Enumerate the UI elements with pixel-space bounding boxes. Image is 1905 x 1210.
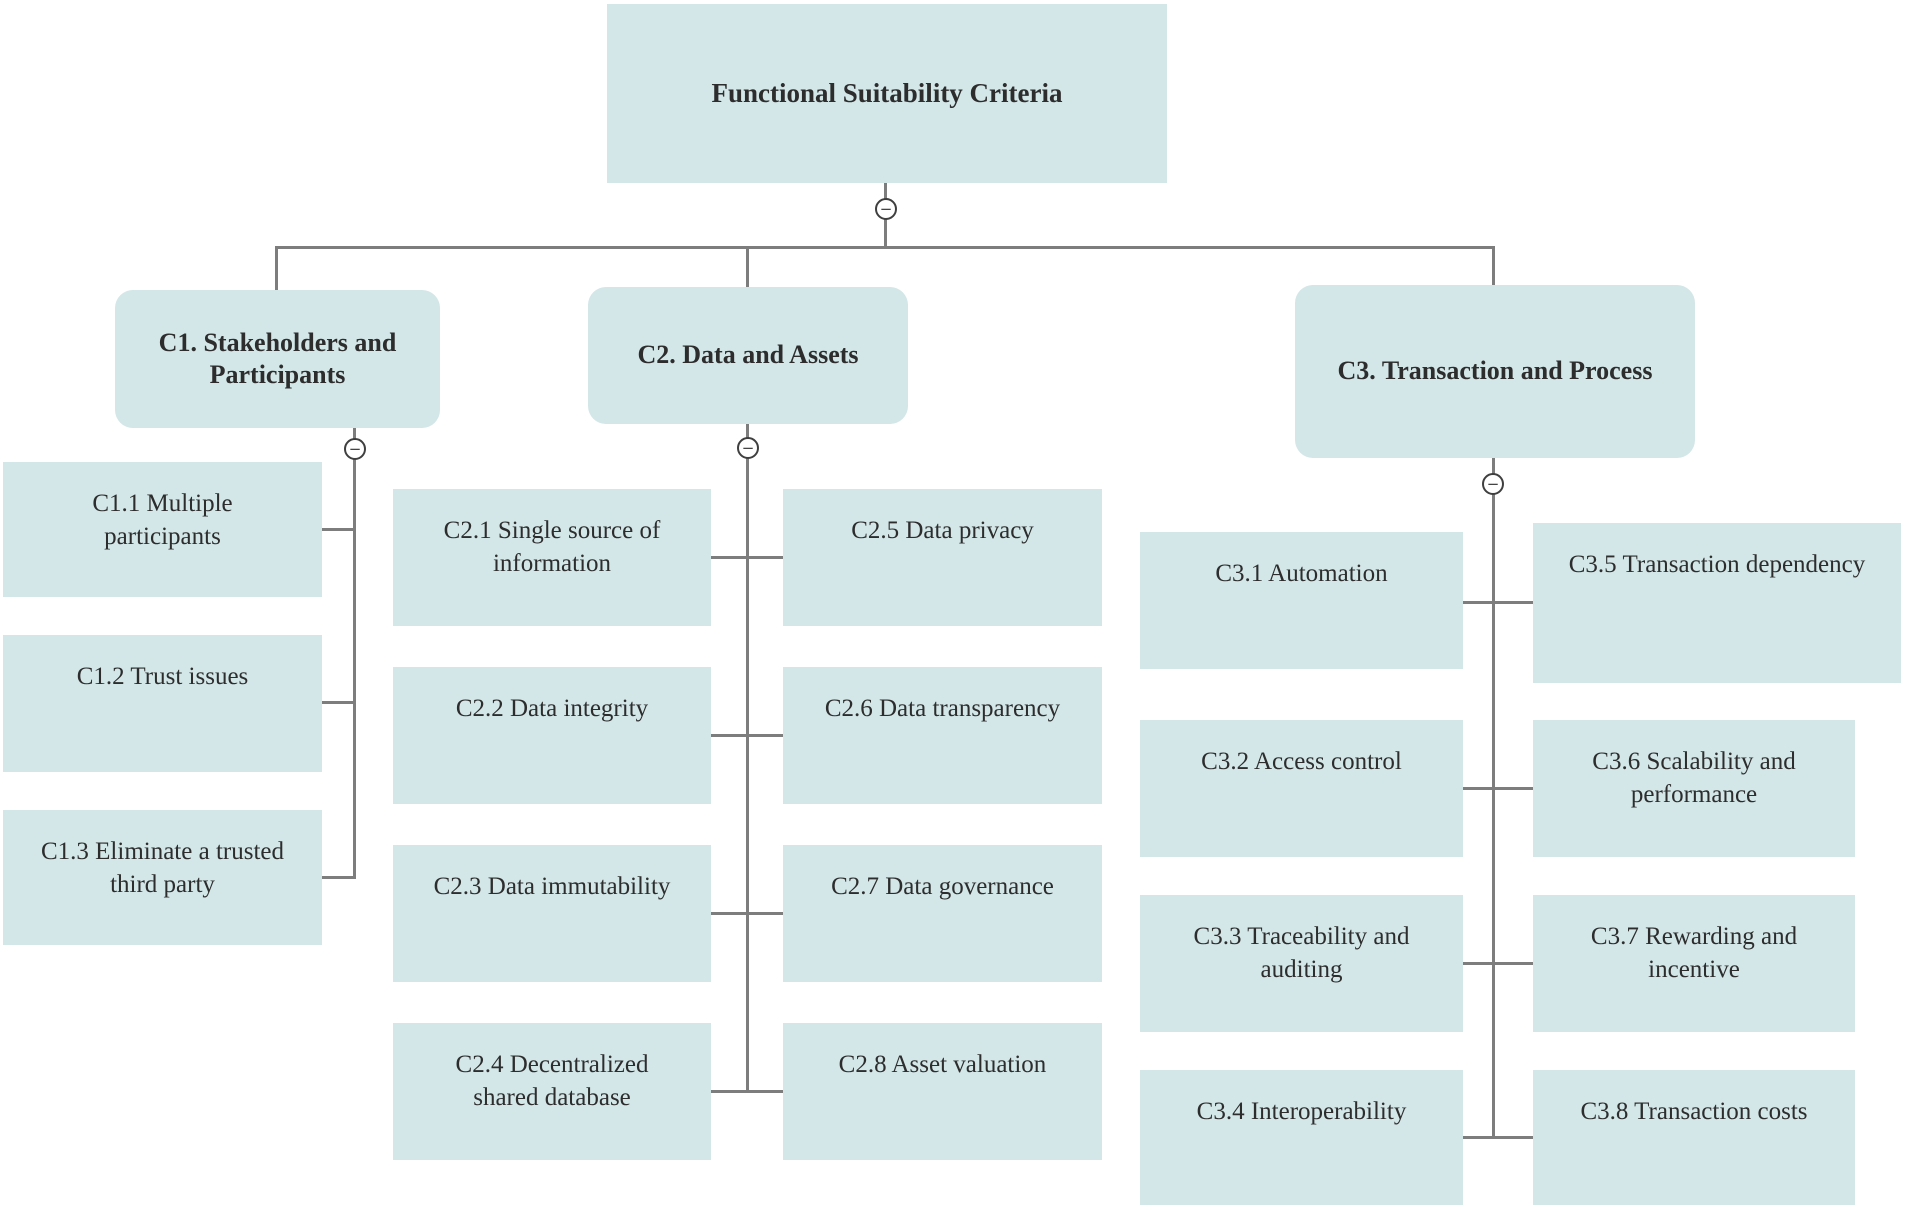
child-node-c3-8-label: C3.8 Transaction costs (1580, 1098, 1808, 1125)
child-node-c3-7-label: C3.7 Rewarding and incentive (1590, 923, 1798, 983)
branch-node-c1-label: C1. Stakeholders and Participants (158, 327, 397, 389)
root-node-label: Functional Suitability Criteria (711, 78, 1063, 108)
minus-glyph: − (1486, 474, 1500, 493)
minus-glyph: − (879, 199, 893, 218)
collapse-minus-icon-c1[interactable] (344, 438, 366, 460)
child-node-c2-5[interactable] (783, 489, 1102, 626)
c3-row3-connector (1463, 962, 1533, 965)
branch-node-c2-label: C2. Data and Assets (637, 340, 859, 370)
child-node-c2-6-label: C2.6 Data transparency (824, 695, 1061, 722)
child-node-c2-2-label: C2.2 Data integrity (455, 695, 649, 722)
c1-spine-line (353, 428, 356, 879)
child-node-c3-2-label: C3.2 Access control (1201, 748, 1402, 775)
root-node[interactable] (607, 4, 1167, 183)
branch-node-c3[interactable] (1295, 285, 1695, 458)
child-node-c2-4[interactable] (393, 1023, 711, 1160)
c2-spine-line (746, 424, 749, 1093)
child-node-c1-2[interactable] (3, 635, 322, 772)
child-node-c2-8[interactable] (783, 1023, 1102, 1160)
c3-row1-connector (1463, 601, 1533, 604)
child-node-c3-6[interactable] (1533, 720, 1855, 857)
child-node-c2-1[interactable] (393, 489, 711, 626)
branch-horizontal-line (275, 246, 1495, 249)
c2-drop-line (746, 246, 749, 287)
collapse-minus-icon-root[interactable] (875, 198, 897, 220)
c2-row4-connector (711, 1090, 783, 1093)
minus-glyph: − (741, 438, 755, 457)
child-node-c3-6-label: C3.6 Scalability and performance (1592, 748, 1796, 808)
child-node-c3-1-label: C3.1 Automation (1215, 560, 1388, 587)
child-node-c3-1[interactable] (1140, 532, 1463, 669)
child-node-c2-3[interactable] (393, 845, 711, 982)
c3-row2-connector (1463, 787, 1533, 790)
c1-3-connector (322, 876, 355, 879)
branch-node-c1[interactable] (115, 290, 440, 428)
collapse-minus-icon-c2[interactable] (737, 437, 759, 459)
c1-drop-line (275, 246, 278, 290)
child-node-c1-2-label: C1.2 Trust issues (76, 663, 249, 690)
child-node-c1-3-label: C1.3 Eliminate a trusted third party (40, 838, 284, 898)
c3-drop-line (1492, 246, 1495, 285)
child-node-c3-4-label: C3.4 Interoperability (1196, 1098, 1407, 1125)
child-node-c3-4[interactable] (1140, 1070, 1463, 1205)
child-node-c1-1[interactable] (3, 462, 322, 597)
child-node-c2-8-label: C2.8 Asset valuation (838, 1051, 1047, 1078)
child-node-c3-3[interactable] (1140, 895, 1463, 1032)
child-node-c2-7[interactable] (783, 845, 1102, 982)
child-node-c1-1-label: C1.1 Multiple participants (92, 490, 233, 550)
c2-row3-connector (711, 912, 783, 915)
child-node-c2-2[interactable] (393, 667, 711, 804)
c3-spine-line (1492, 458, 1495, 1139)
c3-row4-connector (1463, 1136, 1533, 1139)
c1-2-connector (322, 701, 355, 704)
branch-node-c3-label: C3. Transaction and Process (1337, 356, 1653, 386)
child-node-c3-3-label: C3.3 Traceability and auditing (1193, 923, 1410, 983)
child-node-c2-7-label: C2.7 Data governance (831, 873, 1054, 900)
child-node-c1-3[interactable] (3, 810, 322, 945)
c1-1-connector (322, 528, 355, 531)
child-node-c2-5-label: C2.5 Data privacy (851, 517, 1034, 544)
child-node-c2-3-label: C2.3 Data immutability (433, 873, 671, 900)
child-node-c2-4-label: C2.4 Decentralized shared database (455, 1051, 649, 1111)
child-node-c3-5-label: C3.5 Transaction dependency (1568, 551, 1866, 578)
c2-row2-connector (711, 734, 783, 737)
c2-row1-connector (711, 556, 783, 559)
child-node-c3-7[interactable] (1533, 895, 1855, 1032)
child-node-c2-6[interactable] (783, 667, 1102, 804)
child-node-c2-1-label: C2.1 Single source of information (443, 517, 661, 577)
minus-glyph: − (348, 439, 362, 458)
child-node-c3-8[interactable] (1533, 1070, 1855, 1205)
child-node-c3-5[interactable] (1533, 523, 1901, 683)
branch-node-c2[interactable] (588, 287, 908, 424)
child-node-c3-2[interactable] (1140, 720, 1463, 857)
collapse-minus-icon-c3[interactable] (1482, 473, 1504, 495)
